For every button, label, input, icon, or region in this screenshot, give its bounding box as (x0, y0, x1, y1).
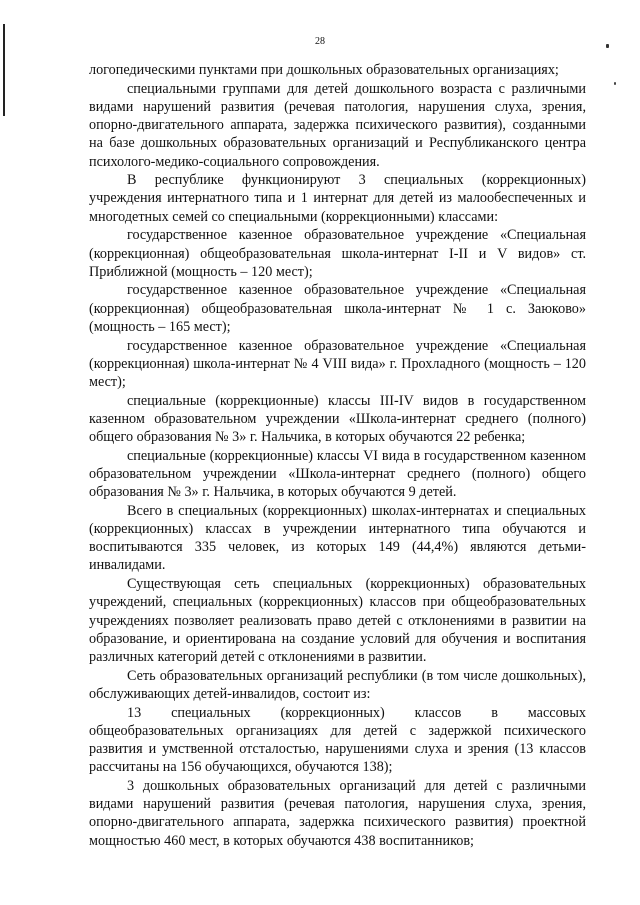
scan-speck (614, 82, 616, 85)
body-text (89, 61, 586, 850)
paragraph: специальные (коррекционные) классы III-IV видов в государственном казенном образовательном учреждении «Школа-интернат среднего (полного) общего образования № 3» г. Нальчика, в которых обучаются 22 ребенка; (89, 392, 586, 446)
paragraph: Существующая сеть специальных (коррекционных) образовательных учреждений, специальных (коррекционных) классов при общеобразовательных учреждениях позволяет реализовать право детей с отклонениями в развитии на образование, и ориентирована на создание условий для обучения и воспитания различных категорий детей с отклонениями в развитии. (89, 576, 586, 665)
paragraph: Всего в специальных (коррекционных) школах-интернатах и специальных (коррекционных) классах в учреждении интернатного типа обучаются и воспитываются 335 человек, из которых 149 (44,4%) являются детьми-инвалидами. (89, 502, 586, 574)
paragraph: Сеть образовательных организаций республики (в том числе дошкольных), обслуживающих детей-инвалидов, состоит из: (89, 667, 586, 702)
paragraph: 3 дошкольных образовательных организаций для детей с различными видами нарушений развития (речевая патология, нарушения слуха, зрения, опорно-двигательного аппарата, задержка психического развития) проектной мощностью 460 мест, в которых обучаются 438 воспитанников; (89, 777, 586, 849)
paragraph: 13 специальных (коррекционных) классов в массовых общеобразовательных организациях для детей с задержкой психического развития и умственной отсталостью, нарушениями слуха и зрения (13 классов рассчитаны на 156 обучающихся, обучаются 138); (89, 704, 586, 776)
page-number: 28 (315, 36, 325, 47)
paragraph: специальные (коррекционные) классы VI вида в государственном казенном образовательном учреждении «Школа-интернат среднего (полного) общего образования № 3» г. Нальчика, в которых обучаются 9 детей. (89, 447, 586, 501)
paragraph: государственное казенное образовательное учреждение «Специальная (коррекционная) школа-интернат № 4 VIII вида» г. Прохладного (мощность – 120 мест); (89, 337, 586, 390)
paragraph: логопедическими пунктами при дошкольных образовательных организациях; (89, 62, 559, 78)
paragraph: специальными группами для детей дошкольного возраста с различными видами нарушений развития (речевая патология, нарушения слуха, зрения, опорно-двигательного аппарата, задержка психического развития), созданными на базе дошкольных образовательных организаций и Республиканского центра психолого-медико-социального сопровождения. (89, 80, 586, 170)
paragraph: государственное казенное образовательное учреждение «Специальная (коррекционная) общеобразовательная школа-интернат № 1 с. Заюково» (мощность – 165 мест); (89, 282, 586, 335)
paragraph: В республике функционируют 3 специальных (коррекционных) учреждения интернатного типа и 1 интернат для детей из малообеспеченных и многодетных семей со специальными (коррекционными) классами: (89, 172, 586, 225)
paragraph: государственное казенное образовательное учреждение «Специальная (коррекционная) общеобразовательная школа-интернат I-II и V видов» ст. Приближной (мощность – 120 мест); (89, 227, 586, 280)
